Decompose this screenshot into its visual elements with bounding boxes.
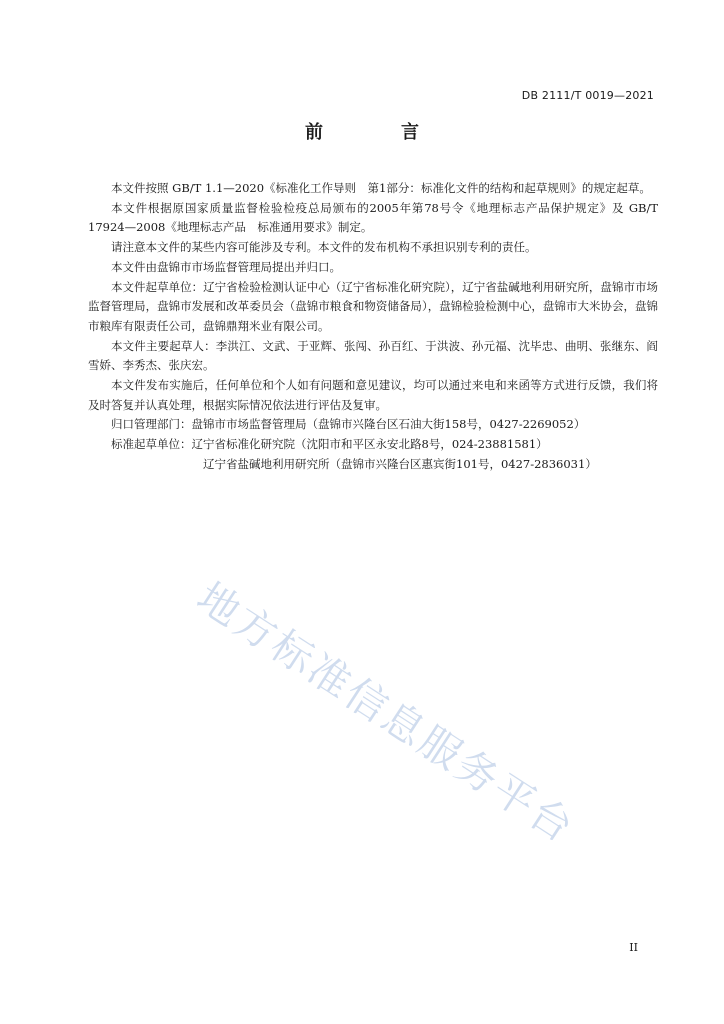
contact-drafter-value-1: 辽宁省标准化研究院（沈阳市和平区永安北路8号，024-23881581）	[191, 437, 548, 452]
document-body	[88, 179, 658, 475]
contact-drafter-label: 标准起草单位：	[111, 437, 192, 452]
page-title: 前 言	[305, 122, 449, 143]
paragraph-drafting-units: 本文件起草单位：辽宁省检验检测认证中心（辽宁省标准化研究院），辽宁省盐碱地利用研究所，盘锦市市场监督管理局，盘锦市发展和改革委员会（盘锦市粮食和物资储备局），盘锦检验检测中心，盘锦市大米协会，盘锦市粮库有限责任公司，盘锦鼎翔米业有限公司。	[88, 279, 658, 333]
watermark: 地方标准信息服务平台	[188, 572, 584, 853]
paragraph-patent-notice: 请注意本文件的某些内容可能涉及专利。本文件的发布机构不承担识别专利的责任。	[111, 240, 537, 255]
paragraph-drafting-rules: 本文件按照 GB/T 1.1—2020《标准化工作导则 第1部分：标准化文件的结构和起草规则》的规定起草。	[111, 181, 651, 195]
contact-admin	[88, 415, 658, 435]
document-code: DB 2111/T 0019—2021	[521, 89, 654, 102]
page-number: II	[629, 941, 638, 954]
contact-drafter-value-2: 辽宁省盐碱地利用研究所（盘锦市兴隆台区惠宾街101号，0427-2836031）	[203, 456, 597, 471]
contact-drafter-2	[88, 455, 658, 475]
paragraph-feedback: 本文件发布实施后，任何单位和个人如有问题和意见建议，均可以通过来电和来函等方式进行反馈，我们将及时答复并认真处理，根据实际情况依法进行评估及复审。	[88, 378, 658, 412]
paragraph-legal-basis: 本文件根据原国家质量监督检验检疫总局颁布的2005年第78号令《地理标志产品保护规定》及 GB/T 17924—2008《地理标志产品 标准通用要求》制定。	[88, 200, 658, 235]
contact-drafter	[88, 435, 658, 455]
contact-admin-label: 归口管理部门：	[111, 417, 192, 432]
paragraph-drafters: 本文件主要起草人：李洪江、文武、于亚辉、张闯、孙百红、于洪波、孙元福、沈毕忠、曲明、张继东、阎雪娇、李秀杰、张庆宏。	[88, 338, 658, 373]
contact-admin-value: 盘锦市市场监督管理局（盘锦市兴隆台区石油大街158号，0427-2269052）	[191, 417, 586, 432]
paragraph-proposer: 本文件由盘锦市市场监督管理局提出并归口。	[111, 259, 341, 274]
